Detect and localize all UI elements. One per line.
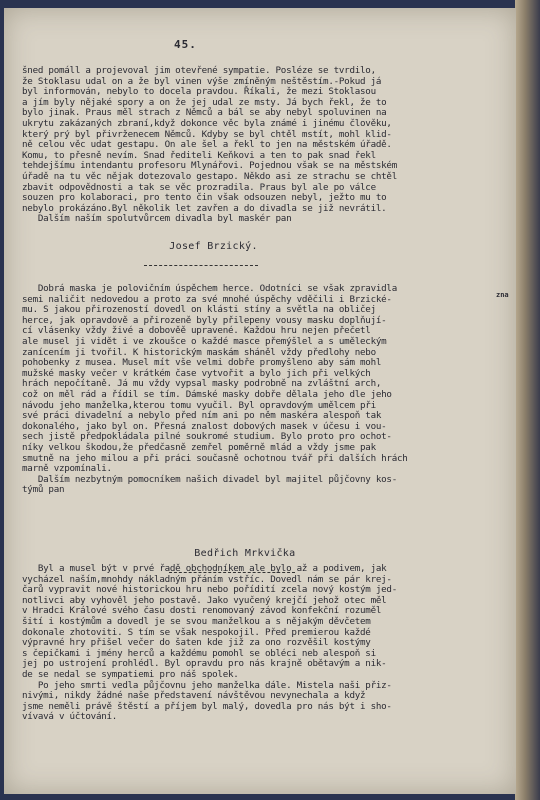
- text-line: mužské masky večer v krátkém čase vytvořit a bylo jich při velkých: [22, 367, 371, 379]
- text-line: zbavit odpovědnosti a tak se věc prozradila. Praus byl ale po válce: [22, 181, 376, 193]
- text-line: sech jistě předpokládala pilné soukromé studium. Bylo proto pro ochot-: [22, 431, 392, 443]
- text-line: Komu, to přesně nevím. Snad řediteli Keňkovi a ten to pak snad řekl: [22, 149, 376, 161]
- text-line: cí vlásenky vždy živé a dobověě upravené. Každou hru nejen přečetl: [22, 325, 371, 337]
- text-line: notlivci aby vyhověl jeho postavě. Jako vyučený krejčí jehož otec měl: [22, 594, 387, 606]
- text-line: Po jeho smrti vedla půjčovnu jeho manželka dále. Mistela naši přiz-: [22, 679, 392, 691]
- text-line: herce, jak opravdově a přirozeně byly přilepeny vousy masku doplňují-: [22, 314, 387, 326]
- text-line: návodu jeho manželka,kterou tomu vyučil. Byl opravdovým umělcem při: [22, 399, 376, 411]
- heading-josef-brzicky: [144, 230, 258, 288]
- text-line: smutně na jeho milou a při práci současně ochotnou tvář při dalších hrách: [22, 452, 408, 464]
- text-line: semi naličit nedovedou a proto za své mnohé úspěchy vděčili i Brzické-: [22, 293, 392, 305]
- text-line: nebylo prokázáno.Byl několik let zavřen a do divadla se již nevrátil.: [22, 202, 387, 214]
- heading-underline: [144, 265, 258, 266]
- text-line: bylo jinak. Praus měl strach z Němců a bál se aby nebyl spoluvinen na: [22, 107, 387, 119]
- text-line: což on měl rád a řídil se tím. Dámské masky dobře dělala jeho dle jeho: [22, 388, 392, 400]
- text-line: níky velkou škodou,že předčasně zemřel poměrně mlád a vždy jsme pak: [22, 441, 376, 453]
- text-line: v Hradci Králové svého času dosti renomovaný závod konfekční rozuměl: [22, 605, 382, 617]
- margin-note: zna: [496, 291, 509, 299]
- text-line: čarů vypravit nové historickou hru nebo pořídití zcela nový kostým jed-: [22, 584, 397, 596]
- text-line: nivými, nikdy žádné naše představení návštěvou nevynechala a když: [22, 690, 366, 702]
- text-line: týmů pan: [22, 484, 65, 496]
- heading-text: Josef Brzický.: [169, 241, 258, 252]
- text-line: de se nedal se sympatiemi pro náš spolek.: [22, 668, 239, 680]
- text-line: výpravné hry přišel večer do šaten kde již za ono rozvěšil kostýmy: [22, 637, 371, 649]
- text-line: šití i kostýmům a dovedl je se svou manželkou a s nějakým děvčetem: [22, 615, 371, 627]
- text-line: byl informován, nebylo to docela pravdou. Říkali, že mezi Stoklasou: [22, 86, 376, 98]
- text-line: Dalším nezbytným pomocníkem našich divadel byl majitel půjčovny kos-: [22, 473, 397, 485]
- text-line: jej po ustrojení prohlédl. Byl opravdu pro nás krajně obětavým a nik-: [22, 658, 387, 670]
- text-line: dokonale zhotoviti. S tím se však nespokojil. Před premierou každé: [22, 626, 371, 638]
- text-line: který prý byl přivrženecem Němců. Kdyby se byl chtěl mstít, mohl klid-: [22, 128, 392, 140]
- text-line: vívavá v účtování.: [22, 711, 118, 723]
- text-line: Dalším naším spolutvůrcem divadla byl maskér pan: [22, 213, 292, 225]
- text-line: zanícením ji tvořil. K historickým maskám sháněl vždy předlohy nebo: [22, 346, 376, 358]
- text-line: že Stoklasu udal on a že byl vinen výše zmíněným neštěstím.-Pokud já: [22, 75, 382, 87]
- book-spine: [515, 0, 540, 800]
- text-line: marně vzpomínali.: [22, 463, 112, 475]
- text-line: své práci divadelní a nebylo před ním ani po něm maskéra alespoň tak: [22, 410, 382, 422]
- text-line: hrách nepočítaně. Já mu vždy vypsal masky podrobně na zvláštní arch,: [22, 378, 382, 390]
- text-line: vycházel naším,mnohdy nákladným přáním vstříc. Dovedl nám se pár krej-: [22, 573, 392, 585]
- book-page: [4, 8, 516, 794]
- text-line: mu. S jakou přirozeností dovedl on klásti stíny a světla na obličej: [22, 304, 376, 316]
- section-paragraph-praus: [22, 66, 502, 225]
- text-line: souzen pro kolaboraci, pro tento čin však odsouzen nebyl, ježto mu to: [22, 192, 387, 204]
- page-number: 45.: [174, 38, 197, 51]
- section-paragraph-brzicky: [22, 284, 502, 496]
- section-paragraph-mrkvicka: [22, 564, 502, 723]
- text-line: ukrytu zakázaných zbraní,když dokonce věc byla známé i jinému člověku,: [22, 117, 392, 129]
- text-line: dokonalého, jako byl on. Přesná znalost dobových masek v účesu i vou-: [22, 420, 387, 432]
- text-line: ale musel ji vidět i ve zkoušce o každé masce přemýšlel a s uměleckým: [22, 335, 387, 347]
- text-line: tehdejšímu intendantu profesoru Mlynářovi. Pojednou však se na městském: [22, 160, 397, 172]
- text-line: úřadě na tu věc nějak dotezovalo gestapo. Někdo asi ze strachu se chtěl: [22, 170, 397, 182]
- text-line: ně celou věc udat gestapu. On ale šel a řekl to jen na městském úřadě.: [22, 139, 392, 151]
- text-line: Byl a musel být v prvé řadě obchodníkem ale bylo až a podivem, jak: [22, 563, 387, 574]
- text-line: s čepičkami i jmény herců a každému pomohl se obléci neb alespoň si: [22, 647, 376, 659]
- text-line: Dobrá maska je polovičním úspěchem herce. Odotníci se však zpravidla: [22, 283, 397, 294]
- text-line: šned pomáll a projevoval jim otevřené sympatie. Posléze se tvrdilo,: [22, 65, 376, 76]
- text-line: jsme neměli právě štěstí a příjem byl malý, dovedla pro nás být i sho-: [22, 700, 392, 712]
- text-line: pohobenky z musea. Musel mít vše velmi dobře promyšleno aby sám mohl: [22, 357, 382, 369]
- text-line: a jím byly nějaké spory a on že jej udal ze msty. Já bych řekl, že to: [22, 96, 387, 108]
- heading-text: Bedřich Mrkvička: [194, 548, 296, 559]
